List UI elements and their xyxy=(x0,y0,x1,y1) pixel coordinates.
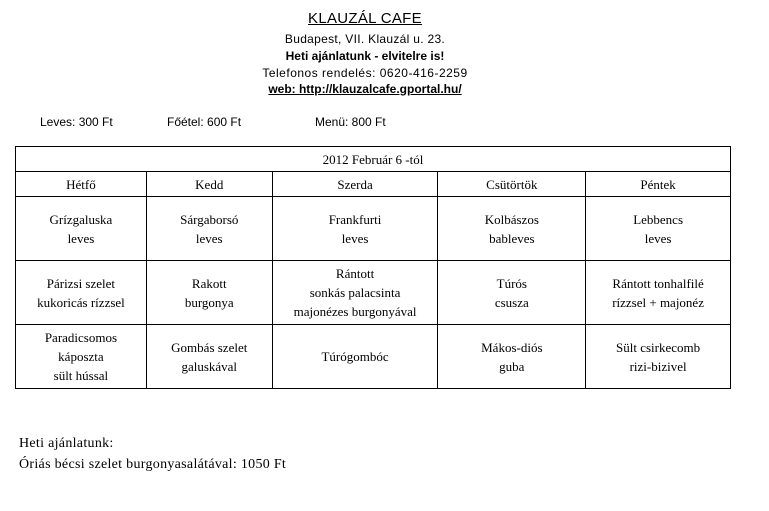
dish-line: guba xyxy=(499,358,525,374)
dish-line: Rakott xyxy=(191,275,227,291)
dish-line: rizi-bizivel xyxy=(629,358,687,374)
dish-line: sült hússal xyxy=(53,368,109,383)
dish-line: burgonya xyxy=(184,294,234,310)
dish-line: leves xyxy=(644,230,672,246)
day-header: Kedd xyxy=(146,172,272,197)
dish-line: Rántott tonhalfilé xyxy=(612,275,704,291)
weekly-offer-item: Óriás bécsi szelet burgonyasalátával: 1050 Ft xyxy=(19,457,287,472)
weekly-offer-title: Heti ajánlatunk: xyxy=(19,436,114,451)
dish-cell xyxy=(586,197,731,261)
dish-cell xyxy=(272,261,438,325)
dish-line: Mákos-diós xyxy=(481,339,543,355)
dish-line: káposzta xyxy=(58,349,104,364)
dish-cell xyxy=(146,325,272,389)
dish-cell xyxy=(272,325,438,389)
dish-line: csusza xyxy=(494,294,529,310)
dish-cell xyxy=(146,197,272,261)
day-header: Csütörtök xyxy=(438,172,586,197)
price-soup: Leves: 300 Ft xyxy=(40,115,113,129)
day-header: Szerda xyxy=(272,172,438,197)
table-row xyxy=(16,325,731,389)
dish-cell xyxy=(146,261,272,325)
dish-line: kukoricás rízzsel xyxy=(37,294,125,310)
dish-line: Túrógombóc xyxy=(321,349,389,364)
menu-date-title: 2012 Február 6 -tól xyxy=(16,147,731,172)
dish-line: Sárgaborsó xyxy=(180,211,239,227)
dish-cell xyxy=(438,197,586,261)
dish-line: Gombás szelet xyxy=(171,339,248,355)
dish-line: leves xyxy=(67,230,95,246)
day-header: Hétfő xyxy=(16,172,147,197)
dish-line: Paradicsomos xyxy=(44,330,118,345)
dish-line: Rántott xyxy=(335,266,375,281)
dish-line: leves xyxy=(195,230,223,246)
dish-line: sonkás palacsinta xyxy=(309,285,401,300)
dish-cell xyxy=(16,197,147,261)
dish-cell xyxy=(586,325,731,389)
dish-line: Párizsi szelet xyxy=(46,275,116,291)
cafe-address: Budapest, VII. Klauzál u. 23. xyxy=(284,32,446,46)
dish-line: Kolbászos xyxy=(484,211,539,227)
dish-cell xyxy=(438,261,586,325)
weekly-offer-tagline: Heti ajánlatunk - elvitelre is! xyxy=(285,49,445,63)
table-row xyxy=(16,197,731,261)
price-menu: Menü: 800 Ft xyxy=(315,115,386,129)
weekly-menu-table xyxy=(15,146,731,389)
price-main-course: Főétel: 600 Ft xyxy=(167,115,242,129)
phone-number: Telefonos rendelés: 0620-416-2259 xyxy=(262,66,468,80)
dish-line: leves xyxy=(341,230,369,246)
cafe-name: KLAUZÁL CAFE xyxy=(308,10,422,27)
dish-line: majonézes burgonyával xyxy=(293,304,417,319)
dish-cell xyxy=(438,325,586,389)
dish-line: galuskával xyxy=(181,358,238,374)
dish-line: Frankfurti xyxy=(328,211,382,227)
dish-cell xyxy=(16,261,147,325)
dish-line: Túrós xyxy=(496,275,527,291)
dish-line: Lebbencs xyxy=(633,211,683,227)
website-link[interactable]: web: http://klauzalcafe.gportal.hu/ xyxy=(268,82,462,96)
dish-line: Grízgaluska xyxy=(49,211,113,227)
dish-line: bableves xyxy=(489,230,535,246)
dish-line: rízzsel + majonéz xyxy=(612,294,704,310)
dish-cell xyxy=(272,197,438,261)
day-header: Péntek xyxy=(586,172,731,197)
table-row xyxy=(16,261,731,325)
dish-line: Sült csirkecomb xyxy=(616,339,701,355)
dish-cell xyxy=(586,261,731,325)
dish-cell xyxy=(16,325,147,389)
